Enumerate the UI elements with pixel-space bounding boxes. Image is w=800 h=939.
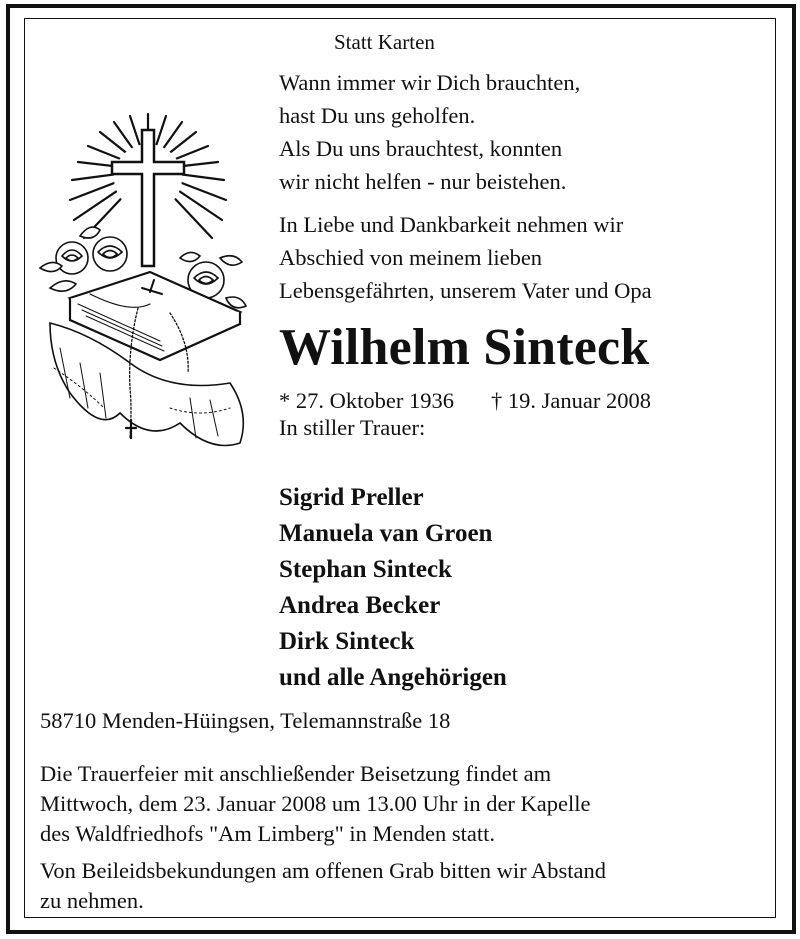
- address: 58710 Menden-Hüingsen, Telemannstraße 18: [40, 708, 451, 733]
- mourner-name: Manuela van Groen: [279, 520, 493, 547]
- mourner-name: Andrea Becker: [279, 592, 441, 619]
- intro-text: [279, 208, 652, 307]
- notice-header: Statt Karten: [334, 30, 435, 54]
- ceremony-line: Mittwoch, dem 23. Januar 2008 um 13.00 Uhr in der Kapelle: [40, 791, 591, 816]
- mourners-list: [279, 480, 507, 696]
- intro-line: In Liebe und Dankbarkeit nehmen wir: [279, 212, 624, 237]
- mourner-name: Sigrid Preller: [279, 484, 424, 511]
- intro-line: Lebensgefährten, unserem Vater und Opa: [279, 278, 652, 303]
- poem-line: wir nicht helfen - nur beistehen.: [279, 169, 567, 194]
- ceremony-line: Die Trauerfeier mit anschließender Beisetzung findet am: [40, 761, 552, 786]
- death-date: † 19. Januar 2008: [490, 388, 651, 413]
- mourner-name: und alle Angehörigen: [279, 664, 507, 691]
- ceremony-line: des Waldfriedhofs "Am Limberg" in Menden statt.: [40, 821, 496, 846]
- poem-line: hast Du uns geholfen.: [279, 103, 476, 128]
- intro-line: Abschied von meinem lieben: [279, 245, 543, 270]
- mourner-name: Stephan Sinteck: [279, 556, 452, 583]
- ceremony-info: [40, 759, 591, 849]
- birth-date: * 27. Oktober 1936: [279, 388, 454, 413]
- condolence-note: [40, 856, 606, 916]
- condolence-line: zu nehmen.: [40, 888, 144, 913]
- poem-line: Wann immer wir Dich brauchten,: [279, 70, 581, 95]
- condolence-line: Von Beileidsbekundungen am offenen Grab bitten wir Abstand: [40, 858, 606, 883]
- poem: [279, 66, 580, 198]
- cross-bible-roses-icon: [30, 108, 250, 458]
- deceased-name: Wilhelm Sinteck: [279, 319, 650, 376]
- life-dates: [279, 388, 651, 414]
- mourner-name: Dirk Sinteck: [279, 628, 415, 655]
- mourning-label: In stiller Trauer:: [279, 415, 426, 440]
- poem-line: Als Du uns brauchtest, konnten: [279, 136, 563, 161]
- roses-left-icon: [40, 227, 127, 291]
